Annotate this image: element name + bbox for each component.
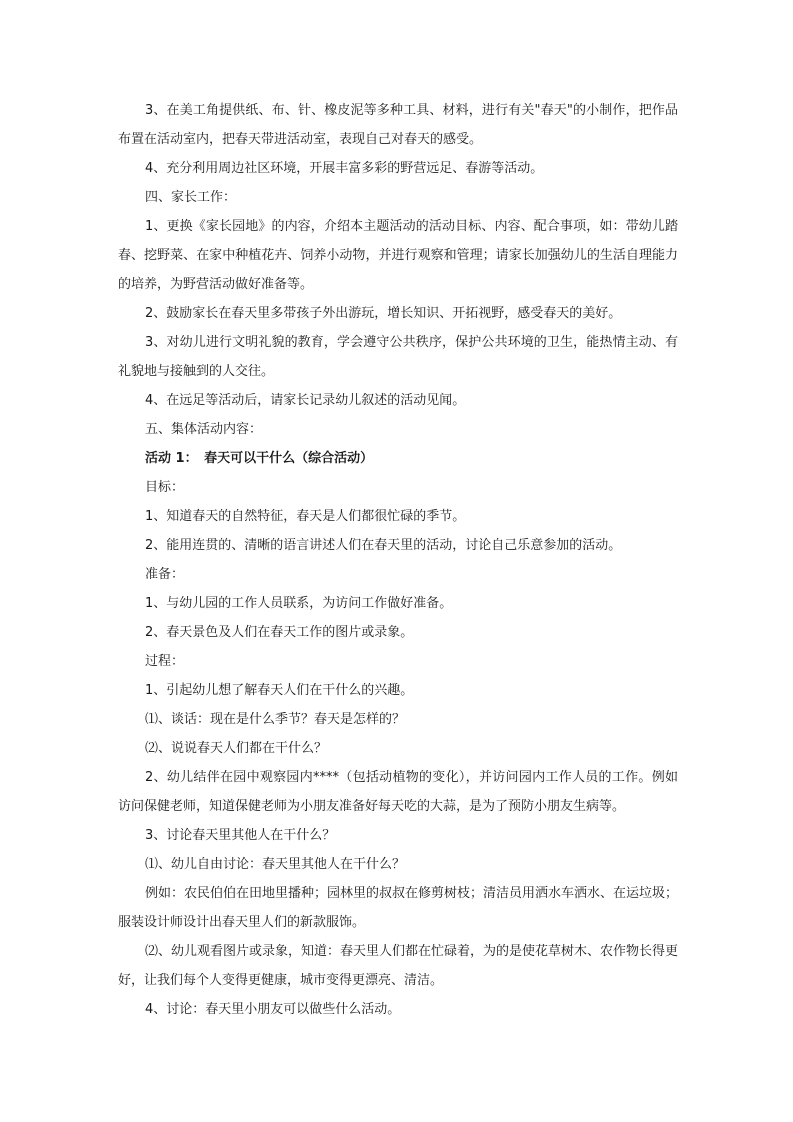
process-step-3: 3、讨论春天里其他人在干什么？: [145, 828, 336, 843]
label-process: 过程：: [145, 654, 185, 669]
section-heading-parent-work: 四、家长工作：: [145, 190, 237, 205]
preparation-1: 1、与幼儿园的工作人员联系，为访问工作做好准备。: [145, 596, 453, 611]
section-heading-group-activities: 五、集体活动内容：: [145, 422, 263, 437]
label-preparation: 准备：: [145, 567, 185, 582]
document-body: [118, 96, 678, 1024]
activity-title: 活动 1： 春天可以干什么（综合活动）: [145, 451, 374, 466]
process-step-1-b: ⑵、说说春天人们都在干什么？: [145, 741, 328, 756]
process-step-1-a: ⑴、谈话：现在是什么季节？春天是怎样的？: [145, 712, 406, 727]
paragraph-manners-education: 3、对幼儿进行文明礼貌的教育，学会遵守公共秩序，保护公共环境的卫生，能热情主动、有礼貌地与接触到的人交往。: [118, 335, 678, 379]
process-step-3-example: 例如：农民伯伯在田地里播种；园林里的叔叔在修剪树枝；清洁员用洒水车洒水、在运垃圾；服装设计师设计出春天里人们的新款服饰。: [118, 886, 679, 930]
goal-2: 2、能用连贯的、清晰的语言讲述人们在春天里的活动，讨论自己乐意参加的活动。: [145, 538, 622, 553]
paragraph-record-stories: 4、在远足等活动后，请家长记录幼儿叙述的活动见闻。: [145, 393, 466, 408]
label-goals: 目标：: [145, 480, 185, 495]
paragraph-art-corner: 3、在美工角提供纸、布、针、橡皮泥等多种工具、材料，进行有关"春天"的小制作，把作品布置在活动室内，把春天带进活动室，表现自己对春天的感受。: [118, 103, 678, 147]
process-step-2: 2、幼儿结伴在园中观察园内****（包括动植物的变化），并访问园内工作人员的工作。例如访问保健老师，知道保健老师为小朋友准备好每天吃的大蒜，是为了预防小朋友生病等。: [118, 770, 678, 814]
process-step-3-b: ⑵、幼儿观看图片或录象，知道：春天里人们都在忙碌着，为的是使花草树木、农作物长得更好，让我们每个人变得更健康，城市变得更漂亮、清洁。: [118, 944, 679, 988]
goal-1: 1、知道春天的自然特征，春天是人们都很忙碌的季节。: [145, 509, 466, 524]
paragraph-outdoor-trips: 2、鼓励家长在春天里多带孩子外出游玩，增长知识、开拓视野，感受春天的美好。: [145, 306, 622, 321]
process-step-4: 4、讨论：春天里小朋友可以做些什么活动。: [145, 1002, 401, 1017]
process-step-3-a: ⑴、幼儿自由讨论：春天里其他人在干什么？: [145, 857, 406, 872]
preparation-2: 2、春天景色及人们在春天工作的图片或录象。: [145, 625, 414, 640]
paragraph-community-activities: 4、充分利用周边社区环境，开展丰富多彩的野营远足、春游等活动。: [145, 161, 544, 176]
paragraph-parent-garden: 1、更换《家长园地》的内容，介绍本主题活动的活动目标、内容、配合事项，如：带幼儿踏春、挖野菜、在家中种植花卉、饲养小动物，并进行观察和管理；请家长加强幼儿的生活自理能力的培养，为野营活动做好准备等。: [118, 219, 678, 292]
process-step-1: 1、引起幼儿想了解春天人们在干什么的兴趣。: [145, 683, 414, 698]
